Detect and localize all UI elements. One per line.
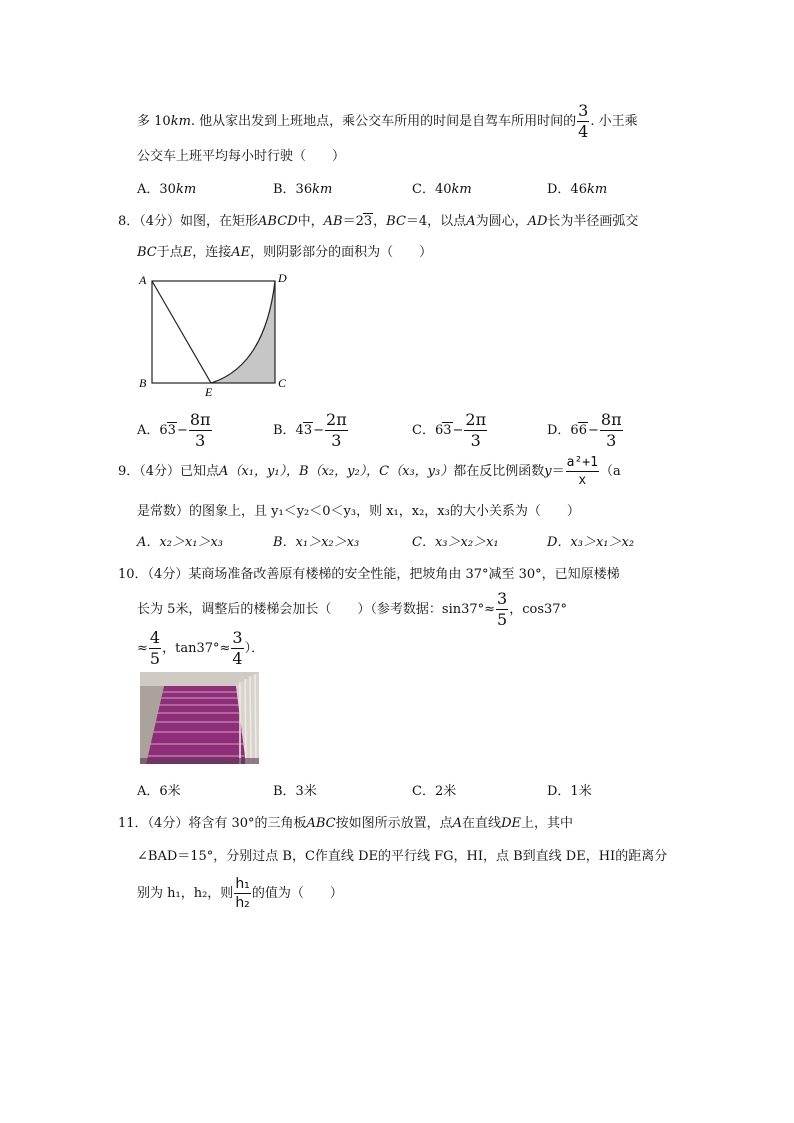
shaded-region bbox=[211, 281, 275, 383]
q8-line1: 8．（4分）如图，在矩形ABCD中，AB＝23，BC＝4，以点A为圆心，AD长为半径画弧交 bbox=[118, 214, 639, 229]
q7-line1 bbox=[137, 103, 638, 140]
q10-option-c[interactable]: C．2米 bbox=[412, 784, 457, 799]
label-b: B bbox=[139, 376, 147, 390]
q9-line1: 9．（4分）已知点A（x₁，y₁），B（x₂，y₂），C（x₃，y₃）都在反比例函数y＝ $\frac{\text{a²+1}}{x}$ （a bbox=[118, 455, 621, 488]
q9-function-fraction: $\frac{\text{a²+1}}{x}$ bbox=[566, 455, 598, 488]
q11-line2: ∠BAD＝15°，分别过点 B，C作直线 DE的平行线 FG，HI，点 B到直线 DE，HI的距离分 bbox=[137, 849, 668, 864]
q9-option-a[interactable]: A．x₂＞x₁＞x₃ bbox=[137, 535, 224, 550]
q8-figure-rectangle bbox=[135, 268, 295, 398]
segment-ae bbox=[152, 281, 211, 383]
q9-option-b[interactable]: B．x₁＞x₂＞x₃ bbox=[273, 535, 360, 550]
label-a: A bbox=[139, 273, 147, 287]
q11-line3: 别为 h₁，h₂，则 $\frac{\text{h₁}}{\text{h₂}}$ 的值为（ ） bbox=[137, 876, 343, 911]
q10-option-a[interactable]: A．6米 bbox=[137, 784, 181, 799]
label-e: E bbox=[205, 385, 213, 398]
q10-line1: 10．（4分）某商场准备改善原有楼梯的安全性能，把坡角由 37°减至 30°，已知原楼梯 bbox=[118, 567, 620, 582]
label-d: D bbox=[278, 271, 287, 285]
q7-option-d[interactable]: D．46km bbox=[547, 182, 608, 197]
q8-option-a[interactable]: A．63− $\frac{8\pi}{3}$ bbox=[137, 410, 211, 450]
q10-line3: ≈ $\frac{4}{5}$ ，tan37°≈ $\frac{3}{4}$ ）． bbox=[137, 628, 265, 668]
staircase-photo bbox=[140, 672, 259, 764]
q9-option-d[interactable]: D．x₃＞x₁＞x₂ bbox=[547, 535, 635, 550]
sqrt-3: 3 bbox=[363, 214, 373, 229]
q11-line1: 11．（4分）将含有 30°的三角板ABC按如图所示放置，点A在直线DE上，其中 bbox=[118, 816, 573, 831]
q10-option-b[interactable]: B．3米 bbox=[273, 784, 317, 799]
q7-unit: km bbox=[170, 114, 191, 129]
label-c: C bbox=[278, 376, 287, 390]
q8-option-b[interactable]: B．43− $\frac{2\pi}{3}$ bbox=[273, 410, 347, 450]
q7-text-b: . 他从家出发到上班地点，乘公交车所用的时间是自驾车所用时间的 bbox=[190, 114, 577, 129]
q7-option-b[interactable]: B．36km bbox=[273, 182, 333, 197]
q8-option-d[interactable]: D．66− $\frac{8\pi}{3}$ bbox=[547, 410, 622, 450]
q7-option-a[interactable]: A．30km bbox=[137, 182, 197, 197]
q10-option-d[interactable]: D．1米 bbox=[547, 784, 592, 799]
q10-line2: 长为 5米，调整后的楼梯会加长（ ）（参考数据：sin37°≈ $\frac{3}{5}$ ，cos37° bbox=[137, 589, 568, 629]
q7-fraction: $\frac{3}{4}$ bbox=[578, 101, 589, 141]
q8-line2: BC于点E，连接AE，则阴影部分的面积为（ ） bbox=[137, 245, 433, 260]
q9-option-c[interactable]: C．x₃＞x₂＞x₁ bbox=[412, 535, 499, 550]
q7-text-a: 多 10 bbox=[137, 114, 171, 129]
q9-line2: 是常数）的图象上，且 y₁＜y₂＜0＜y₃，则 x₁，x₂，x₃的大小关系为（ ） bbox=[137, 504, 580, 519]
q7-line2: 公交车上班平均每小时行驶（ ） bbox=[137, 149, 346, 164]
q8-option-c[interactable]: C．63− $\frac{2\pi}{3}$ bbox=[412, 410, 487, 450]
q7-text-c: . 小王乘 bbox=[590, 114, 638, 129]
q7-option-c[interactable]: C．40km bbox=[412, 182, 472, 197]
